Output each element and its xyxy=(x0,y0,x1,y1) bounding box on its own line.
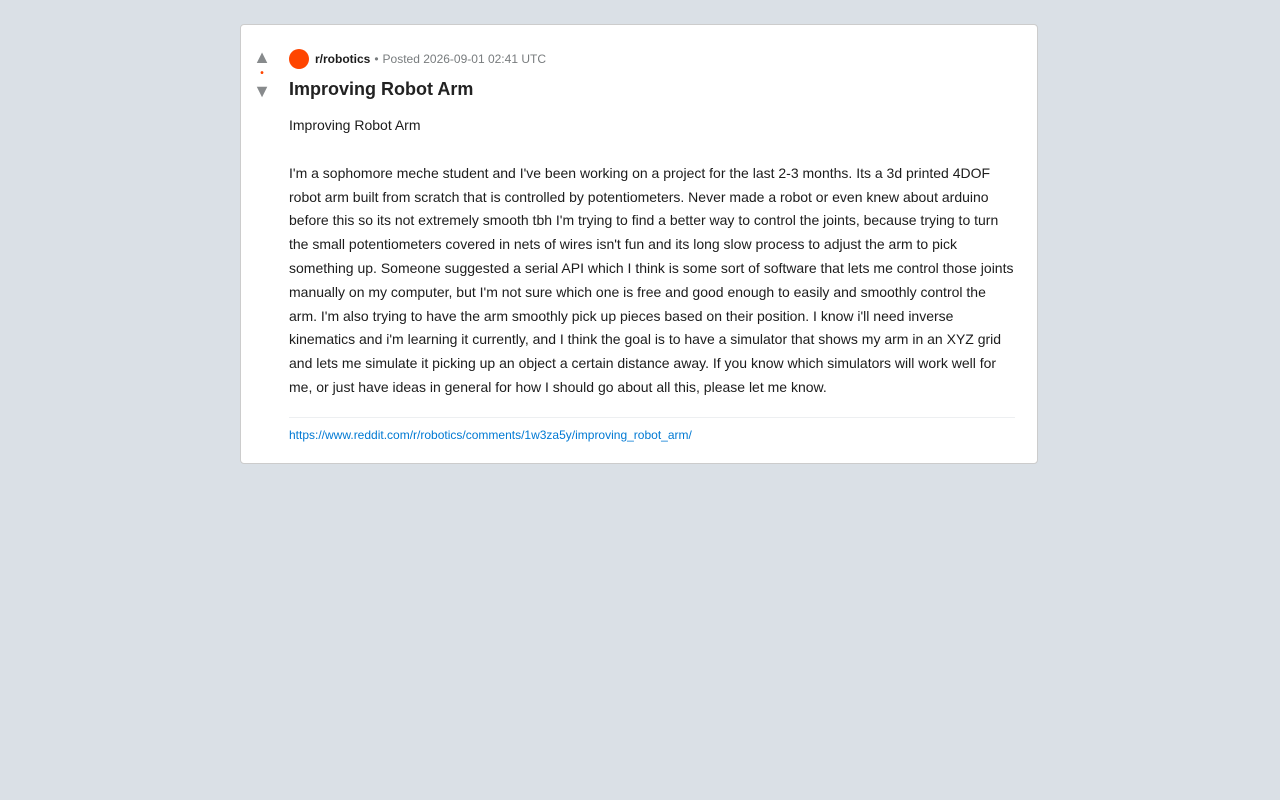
post-permalink[interactable]: https://www.reddit.com/r/robotics/comments/1w3za5y/improving_robot_arm/ xyxy=(289,427,692,442)
meta-separator: • xyxy=(374,52,379,66)
post-paragraph: I'm a sophomore meche student and I've been working on a project for the last 2-3 months. Its a 3d printed 4DOF robot arm built from scratch that is controlled by potentiometers. Never made a robot or even knew about arduino before this so its not extremely smooth tbh I'm trying to find a better way to control the joints, because trying to turn the small potentiometers covered in nets of wires isn't fun and its long slow process to adjust the arm to pick something up. Someone suggested a serial API which I think is some sort of software that lets me control those joints manually on my computer, but I'm not sure which one is free and good enough to easily and smoothly control the arm. I'm also trying to have the arm smoothly pick up pieces based on their position. I know i'll need inverse kinematics and i'm learning it currently, and I think the goal is to have a simulator that shows my arm in an XYZ grid and lets me simulate it picking up an object a certain distance away. If you know which simulators will work well for me, or just have ideas in general for how I should go about all this, please let me know. xyxy=(289,164,1014,395)
post-body xyxy=(289,49,1015,444)
downvote-icon[interactable]: ▼ xyxy=(253,81,271,101)
subreddit-avatar-icon[interactable] xyxy=(289,49,309,69)
divider xyxy=(289,417,1015,418)
upvote-icon[interactable]: ▲ xyxy=(253,47,271,67)
post-text xyxy=(289,114,1015,400)
post-timestamp: Posted 2026-09-01 02:41 UTC xyxy=(382,52,546,66)
vote-column xyxy=(241,47,283,101)
post-paragraph: Improving Robot Arm xyxy=(289,117,421,133)
post-card xyxy=(240,24,1038,464)
vote-score: • xyxy=(260,68,264,79)
post-meta xyxy=(289,49,1015,69)
subreddit-link[interactable]: r/robotics xyxy=(315,52,371,66)
post-title[interactable]: Improving Robot Arm xyxy=(289,79,474,99)
